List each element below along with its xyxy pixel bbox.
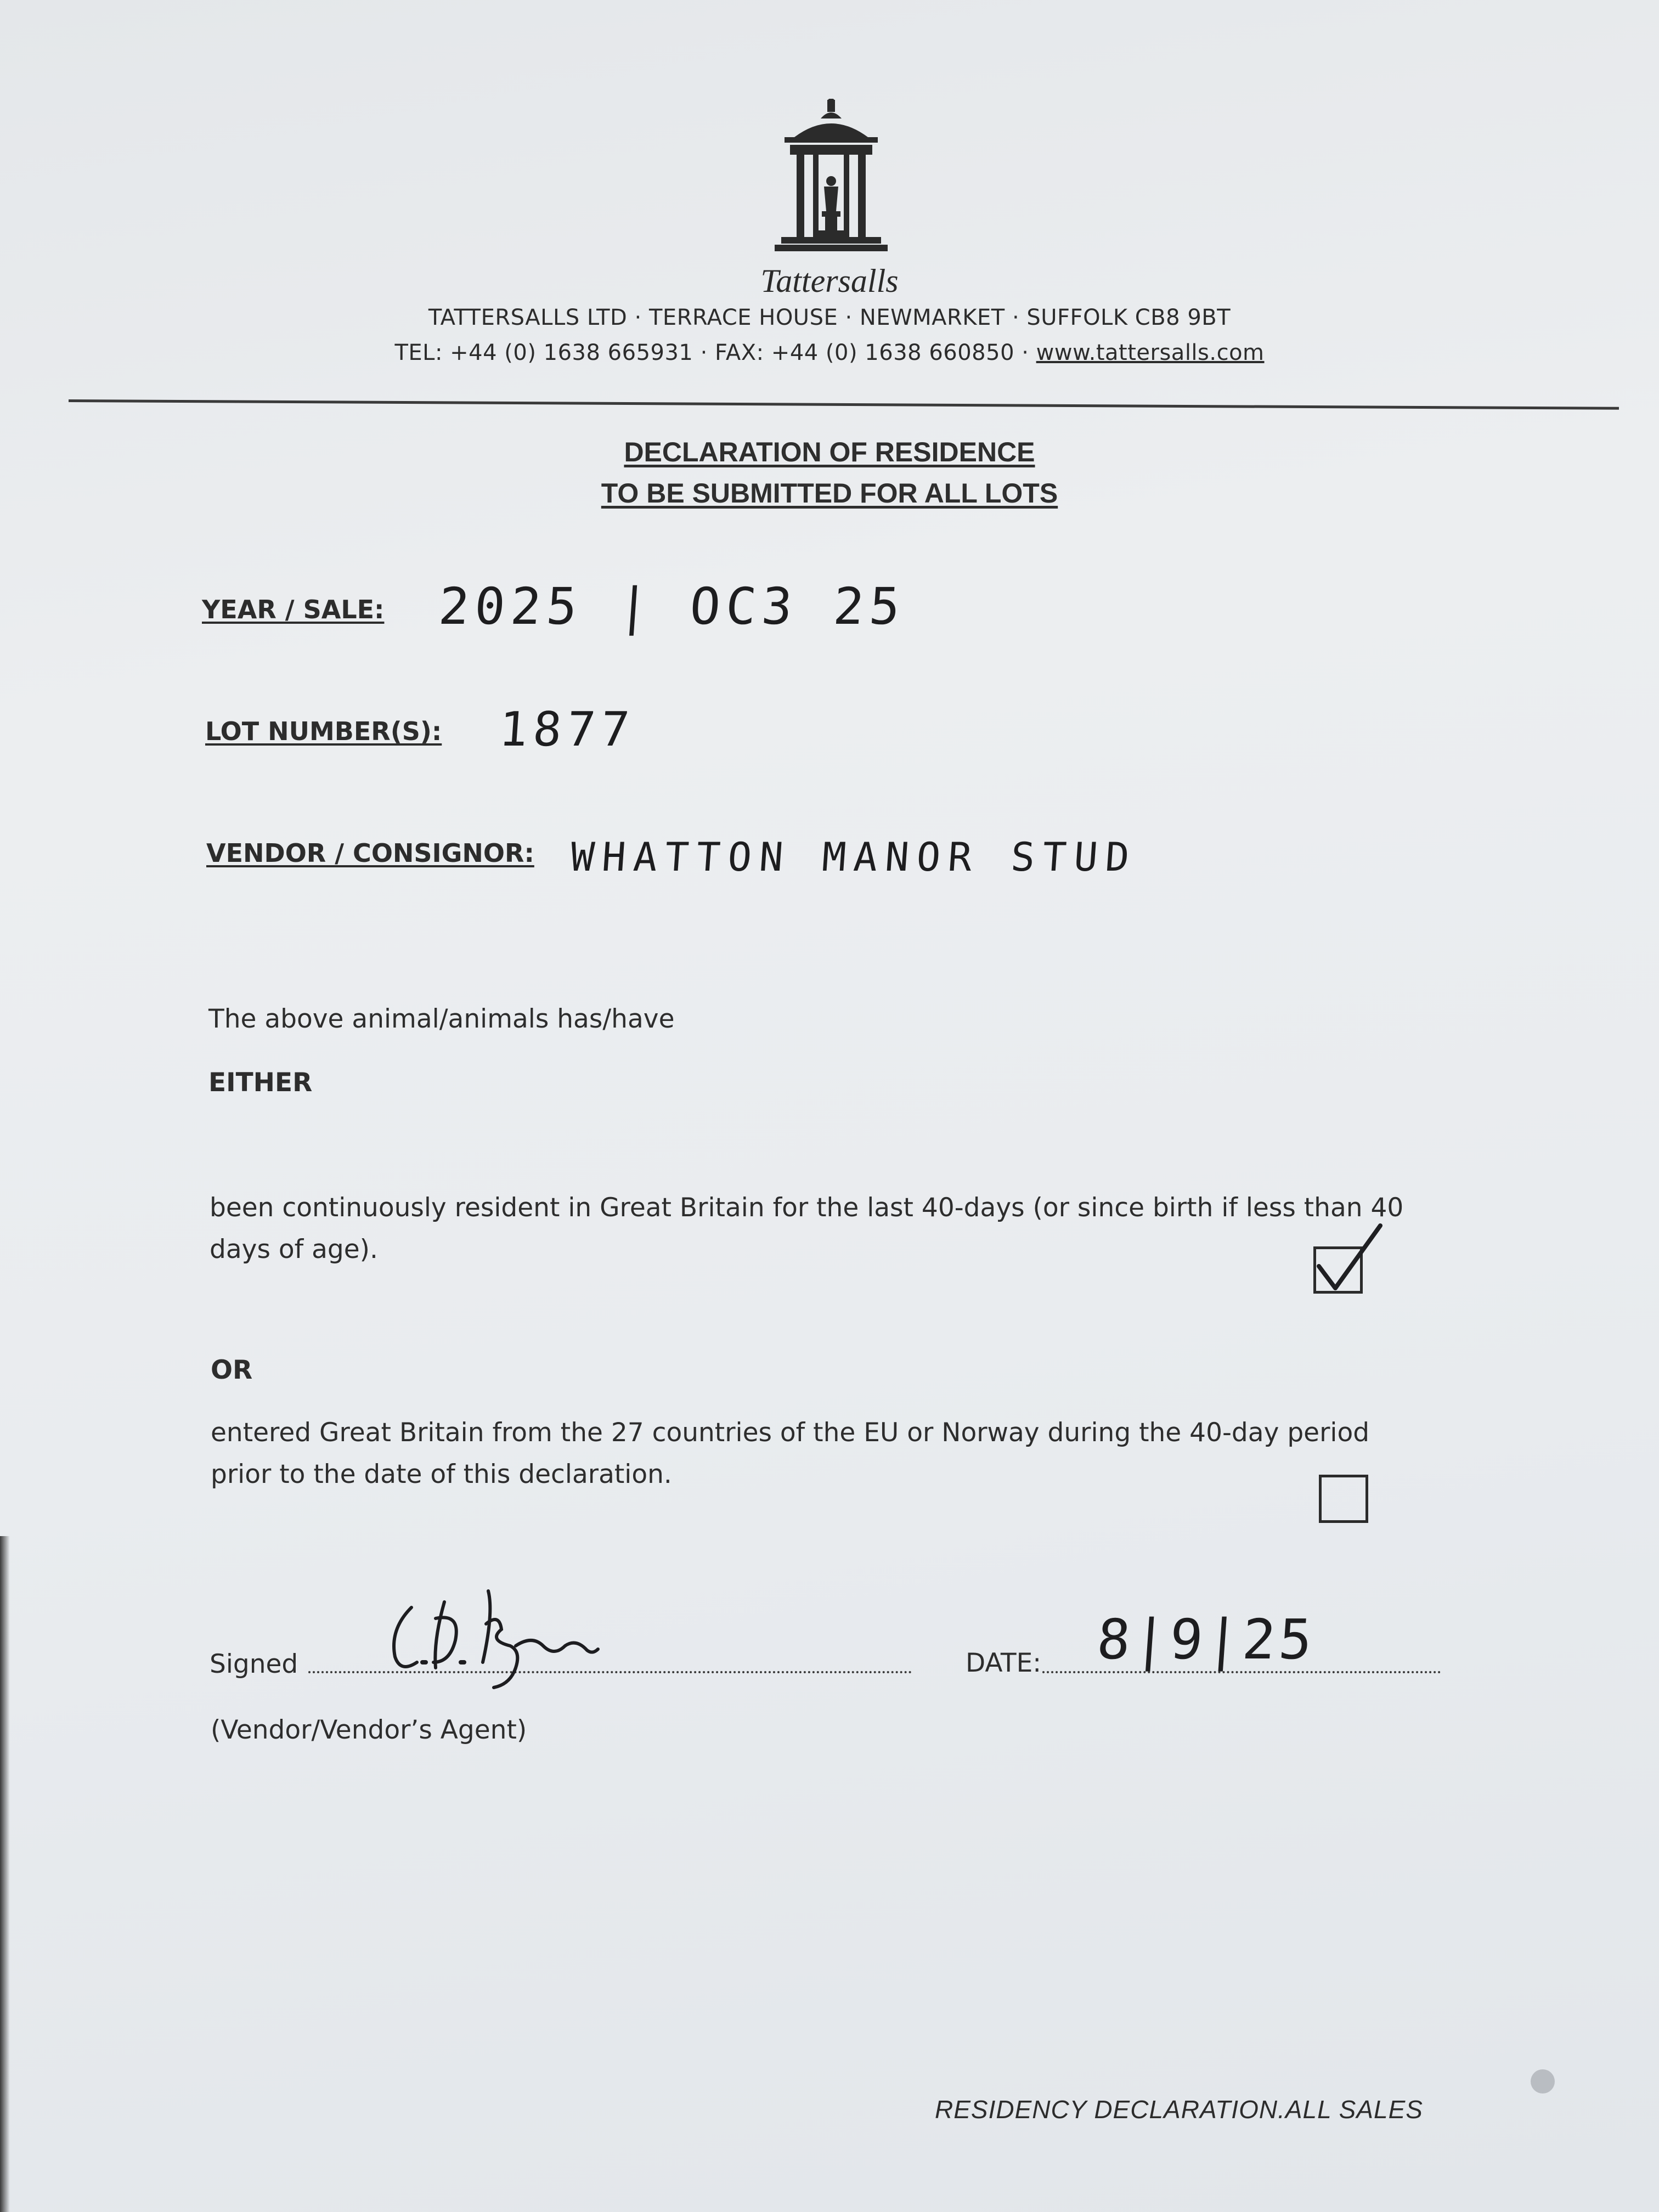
- header-divider: [69, 399, 1619, 410]
- declaration-intro: The above animal/animals has/have: [208, 1004, 675, 1034]
- document-title: DECLARATION OF RESIDENCE: [624, 437, 1035, 467]
- tattersalls-logo-icon: [763, 99, 900, 258]
- company-address: TATTERSALLS LTD · TERRACE HOUSE · NEWMARKET · SUFFOLK CB8 9BT: [428, 305, 1231, 330]
- vendor-agent-label: (Vendor/Vendor’s Agent): [211, 1715, 527, 1745]
- paper-mark: [1531, 2069, 1555, 2094]
- page-edge-shadow: [0, 1536, 10, 2212]
- either-heading: EITHER: [208, 1068, 313, 1098]
- document-subtitle: TO BE SUBMITTED FOR ALL LOTS: [601, 478, 1058, 509]
- handwritten-signature[interactable]: [379, 1580, 609, 1690]
- signed-label: Signed: [210, 1649, 298, 1679]
- phone-fax: TEL: +44 (0) 1638 665931 · FAX: +44 (0) 1638 660850 ·: [394, 340, 1036, 365]
- vendor-consignor-label: VENDOR / CONSIGNOR:: [206, 838, 534, 868]
- option1-text-line2: days of age).: [210, 1234, 378, 1265]
- checkmark-icon: [1311, 1221, 1388, 1298]
- date-label: DATE:: [966, 1648, 1042, 1678]
- year-sale-label: YEAR / SALE:: [202, 595, 385, 624]
- brand-name: Tattersalls: [760, 263, 899, 299]
- option2-text-line2: prior to the date of this declaration.: [211, 1459, 672, 1489]
- year-sale-value[interactable]: 2025 | OC3 25: [437, 577, 907, 636]
- company-contact: [0, 340, 1659, 365]
- option2-checkbox[interactable]: [1319, 1475, 1368, 1523]
- option2-text-line1: entered Great Britain from the 27 countries of the EU or Norway during the 40-day period: [211, 1418, 1370, 1448]
- option1-text-line1: been continuously resident in Great Britain for the last 40-days (or since birth if less than 40: [210, 1193, 1404, 1223]
- lot-number-label: LOT NUMBER(S):: [205, 716, 442, 746]
- website-link[interactable]: www.tattersalls.com: [1036, 340, 1265, 365]
- lot-number-value[interactable]: 1877: [497, 702, 637, 757]
- footer-reference: RESIDENCY DECLARATION.ALL SALES: [935, 2095, 1423, 2124]
- or-heading: OR: [211, 1355, 253, 1385]
- vendor-consignor-value[interactable]: WHATTON MANOR STUD: [569, 834, 1139, 880]
- date-value[interactable]: 8|9|25: [1094, 1607, 1318, 1672]
